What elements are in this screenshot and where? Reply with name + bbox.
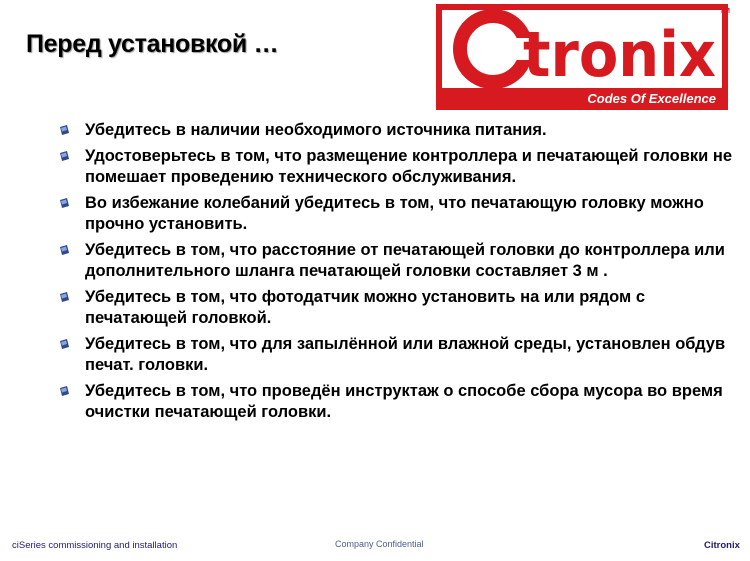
bullet-marker-icon (60, 151, 69, 161)
bullet-item (60, 120, 740, 141)
citronix-logo (436, 4, 736, 110)
bullet-text: Убедитесь в том, что расстояние от печатающей головки до контроллера или дополнительного шланга печатающей головки составляет 3 м . (85, 241, 725, 280)
bullet-text: Удостоверьтесь в том, что размещение контроллера и печатающей головки не помешает проведению технического обслуживания. (85, 147, 733, 186)
bullet-text: Убедитесь в том, что фотодатчик можно установить на или рядом с печатающей головкой. (85, 288, 646, 327)
bullet-marker-icon (60, 125, 69, 135)
bullet-list (60, 120, 740, 428)
footer-left-text: ciSeries commissioning and installation (12, 540, 178, 551)
logo-tm-mark: TM (719, 8, 730, 15)
bullet-marker-icon (60, 292, 69, 302)
bullet-item (60, 240, 740, 282)
bullet-item (60, 193, 740, 235)
bullet-text: Убедитесь в том, что для запылённой или влажной среды, установлен обдув печат. головки. (85, 335, 726, 374)
bullet-marker-icon (60, 339, 69, 349)
bullet-item (60, 381, 740, 423)
bullet-item (60, 334, 740, 376)
logo-brand-text: tronix (523, 18, 716, 91)
bullet-text: Убедитесь в наличии необходимого источника питания. (85, 121, 547, 139)
bullet-text: Во избежание колебаний убедитесь в том, что печатающую головку можно прочно установить. (85, 194, 704, 233)
bullet-marker-icon (60, 198, 69, 208)
bullet-item (60, 287, 740, 329)
logo-tagline: Codes Of Excellence (587, 91, 716, 106)
slide-title: Перед установкой … (26, 30, 279, 58)
footer-confidential: Company Confidential (335, 539, 424, 549)
bullet-marker-icon (60, 245, 69, 255)
bullet-text: Убедитесь в том, что проведён инструктаж о способе сбора мусора во время очистки печатающей головки. (85, 382, 723, 421)
bullet-marker-icon (60, 386, 69, 396)
footer-brand: Citronix (704, 540, 740, 551)
bullet-item (60, 146, 740, 188)
